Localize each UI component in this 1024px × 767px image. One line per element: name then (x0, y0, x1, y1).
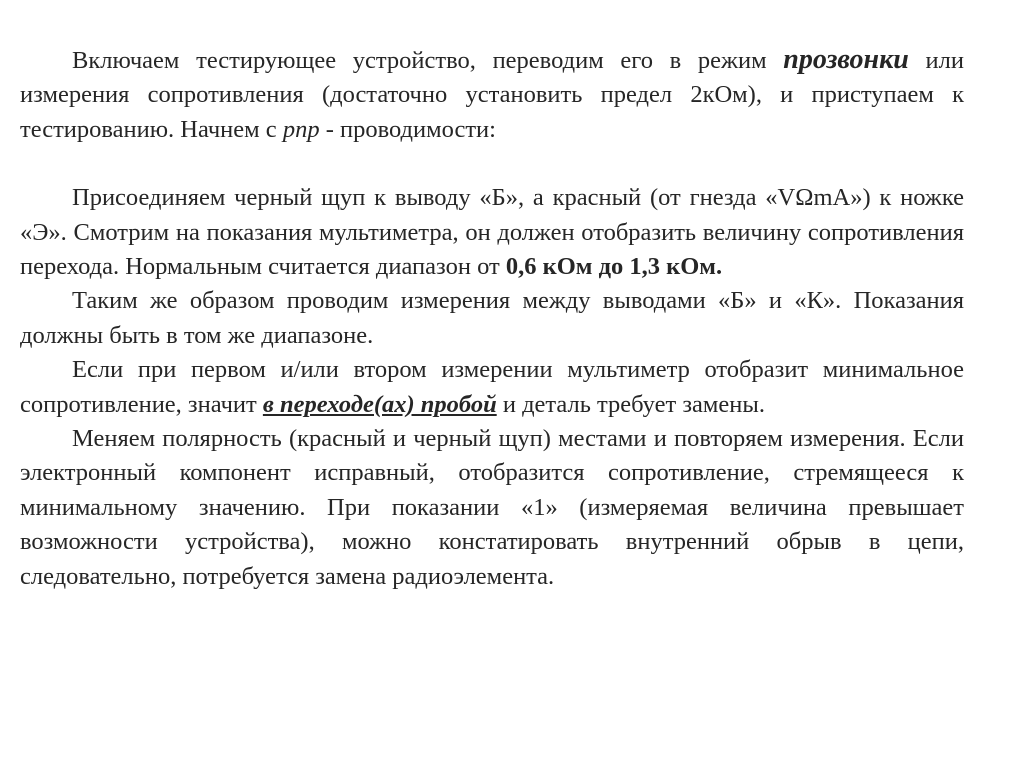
paragraph-breakdown-text-2: и деталь требует замены. (496, 390, 765, 418)
paragraph-power-on-text-3: - проводимости: (319, 115, 496, 143)
normal-range-value: 0,6 кОм до 1,3 кОм. (505, 253, 723, 281)
breakdown-term: в переходе(ах) пробой (262, 390, 497, 418)
document-body (20, 43, 964, 594)
paragraph-power-on-text-1: Включаем тестирующее устройство, переводим его в режим (72, 47, 784, 74)
paragraph-collector-measure (20, 284, 964, 353)
paragraph-polarity-swap (20, 422, 964, 594)
paragraph-breakdown-text-1: Если при первом и/или втором измерении мультиметр отобразит минимальное сопротивление, значит (20, 356, 964, 418)
paragraph-collector-measure-text: Таким же образом проводим измерения между выводами «Б» и «К». Показания должны быть в том же диапазоне. (20, 287, 964, 349)
paragraph-breakdown (20, 353, 964, 422)
paragraph-polarity-swap-text: Меняем полярность (красный и черный щуп) местами и повторяем измерения. Если электронный компонент исправный, отобразится сопротивление, стремящееся к минимальному значению. При показании «1» (измеряемая величина превышает возможности устройства), можно констатировать внутренний обрыв в цепи, следовательно, потребуется замена радиоэлемента. (20, 425, 964, 590)
continuity-mode-term: прозвонки (783, 44, 909, 75)
paragraph-probe-connection-text: Присоединяем черный щуп к выводу «Б», а красный (от гнезда «VΩmA») к ножке «Э». Смотрим на показания мультиметра, он должен отобразить величину сопротивления перехода. Нормальным считается диапазон от (20, 184, 964, 281)
paragraph-power-on (20, 43, 964, 147)
paragraph-power-on-text-2: или измерения сопротивления (достаточно установить предел 2кОм), и приступаем к тестированию. Начнем с (20, 47, 964, 143)
pnp-term: pnp (282, 115, 320, 143)
paragraph-probe-connection (20, 181, 964, 284)
